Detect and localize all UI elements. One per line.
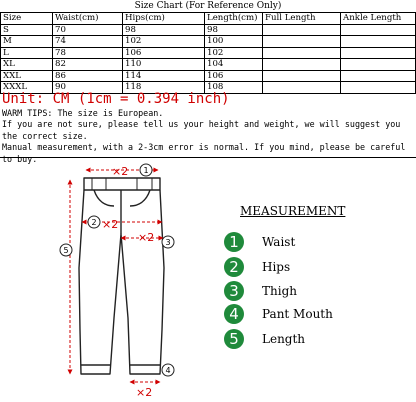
diagram-markers xyxy=(60,164,174,376)
cell-size: S xyxy=(1,24,53,36)
marker-waist: 1 xyxy=(143,166,149,175)
cell-waist: 78 xyxy=(53,47,123,59)
cell-size: XXL xyxy=(1,70,53,82)
table-row xyxy=(1,24,416,36)
column-header: Full Length xyxy=(263,13,341,25)
measurement-arrows xyxy=(70,170,163,382)
cell-ankle-length xyxy=(341,59,416,71)
cell-hips: 118 xyxy=(123,82,205,94)
cell-hips: 110 xyxy=(123,59,205,71)
cell-hips: 102 xyxy=(123,36,205,48)
measurement-title: MEASUREMENT xyxy=(240,204,346,218)
multiplier-thigh: ×2 xyxy=(138,231,155,244)
cell-hips: 114 xyxy=(123,70,205,82)
cell-waist: 82 xyxy=(53,59,123,71)
tip-line: If you are not sure, please tell us your height and weight, we will suggest you the correct size. xyxy=(2,119,401,141)
cell-length: 104 xyxy=(205,59,263,71)
size-chart-table xyxy=(0,12,416,94)
cell-waist: 74 xyxy=(53,36,123,48)
cell-size: M xyxy=(1,36,53,48)
cell-ankle-length xyxy=(341,47,416,59)
multiplier-hips: ×2 xyxy=(102,218,119,231)
legend-item-pant-mouth xyxy=(224,303,333,325)
multiplier-waist: ×2 xyxy=(112,165,129,178)
cell-length: 106 xyxy=(205,70,263,82)
cell-ankle-length xyxy=(341,82,416,94)
pants-measurement-diagram xyxy=(0,158,416,402)
multiplier-pant-mouth: ×2 xyxy=(136,386,153,399)
cell-ankle-length xyxy=(341,24,416,36)
legend-number: 3 xyxy=(224,281,244,301)
unit-note: Unit: CM (1cm = 0.394 inch) xyxy=(2,91,230,107)
legend-item-thigh xyxy=(224,280,297,302)
cell-full-length xyxy=(263,24,341,36)
tip-line: WARM TIPS: The size is European. xyxy=(2,108,164,118)
table-row xyxy=(1,36,416,48)
legend-label: Length xyxy=(262,331,306,346)
legend-label: Pant Mouth xyxy=(262,306,333,321)
cell-waist: 86 xyxy=(53,70,123,82)
cell-waist: 70 xyxy=(53,24,123,36)
cell-length: 100 xyxy=(205,36,263,48)
legend-item-hips xyxy=(224,256,290,278)
cell-full-length xyxy=(263,59,341,71)
table-row xyxy=(1,47,416,59)
marker-thigh: 3 xyxy=(165,238,171,247)
cell-full-length xyxy=(263,70,341,82)
tip-line: Manual measurement, with a 2-3cm error is normal. If you mind, please be careful to buy. xyxy=(2,142,406,164)
column-header: Ankle Length xyxy=(341,13,416,25)
column-header: Size xyxy=(1,13,53,25)
marker-length: 5 xyxy=(63,246,69,255)
cell-full-length xyxy=(263,36,341,48)
column-header: Waist(cm) xyxy=(53,13,123,25)
pants-outline xyxy=(79,178,164,374)
legend-label: Thigh xyxy=(262,283,297,298)
column-header: Length(cm) xyxy=(205,13,263,25)
cell-length: 98 xyxy=(205,24,263,36)
legend-label: Hips xyxy=(262,259,291,274)
size-chart-title: Size Chart (For Reference Only) xyxy=(134,1,282,11)
cell-size: L xyxy=(1,47,53,59)
cell-ankle-length xyxy=(341,70,416,82)
cell-full-length xyxy=(263,47,341,59)
cell-waist: 90 xyxy=(53,82,123,94)
table-header-row xyxy=(1,13,416,25)
table-row xyxy=(1,70,416,82)
marker-hips: 2 xyxy=(91,218,97,227)
legend-number: 2 xyxy=(224,257,244,277)
cell-size: XL xyxy=(1,59,53,71)
legend-number: 5 xyxy=(224,329,244,349)
cell-full-length xyxy=(263,82,341,94)
cell-hips: 106 xyxy=(123,47,205,59)
cell-length: 102 xyxy=(205,47,263,59)
legend-number: 4 xyxy=(224,304,244,324)
table-row xyxy=(1,59,416,71)
legend-label: Waist xyxy=(262,234,296,249)
legend-item-length xyxy=(224,328,305,350)
marker-pant-mouth: 4 xyxy=(165,366,171,375)
cell-ankle-length xyxy=(341,36,416,48)
legend-item-waist xyxy=(224,231,295,253)
column-header: Hips(cm) xyxy=(123,13,205,25)
cell-length: 108 xyxy=(205,82,263,94)
legend-number: 1 xyxy=(224,232,244,252)
cell-size: XXXL xyxy=(1,82,53,94)
cell-hips: 98 xyxy=(123,24,205,36)
